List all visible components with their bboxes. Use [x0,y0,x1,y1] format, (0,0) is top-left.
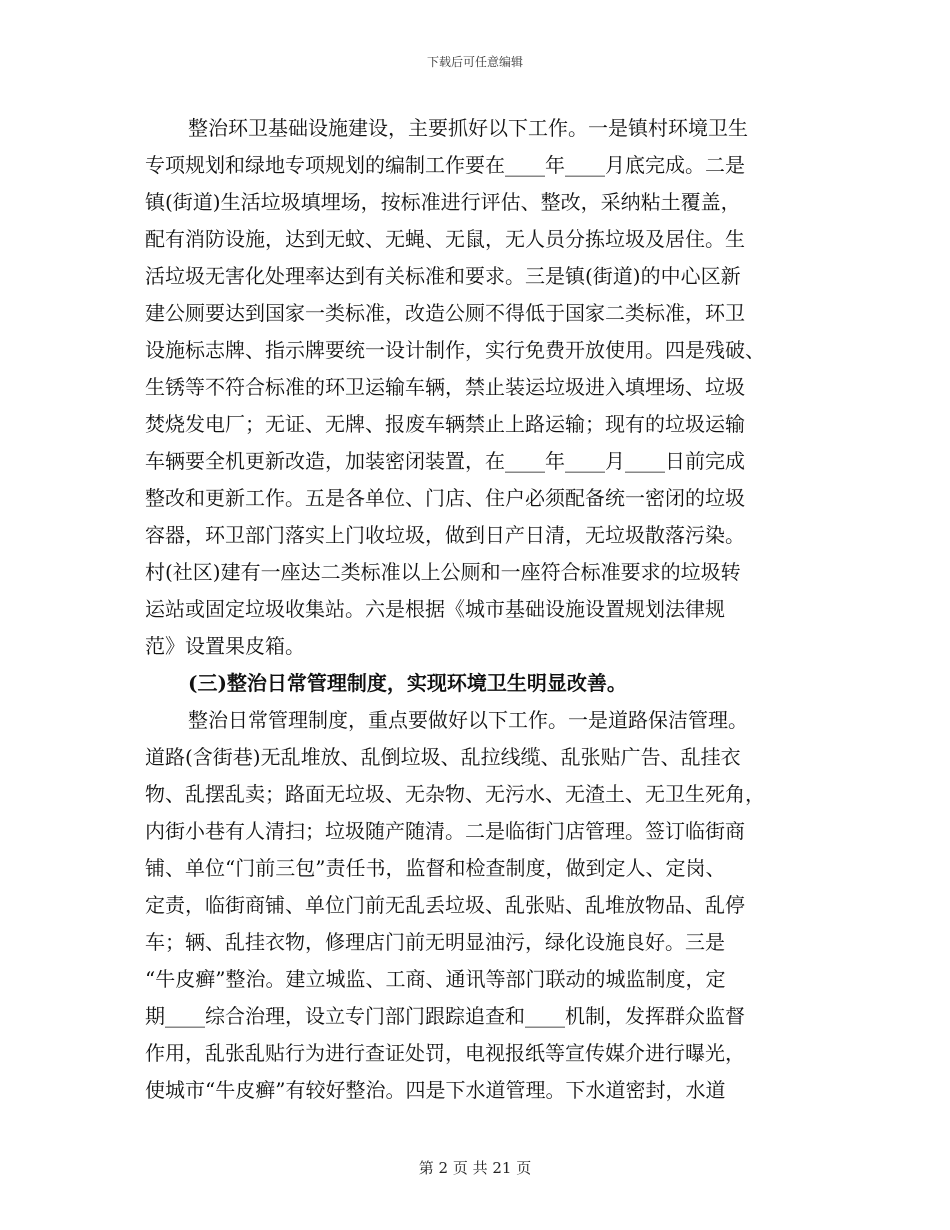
paragraph-line: 配有消防设施，达到无蚊、无蝇、无鼠，无人员分拣垃圾及居住。生 [145,227,745,251]
paragraph-line: 焚烧发电厂；无证、无牌、报废车辆禁止上路运输；现有的垃圾运输 [145,412,745,436]
paragraph-line: 内街小巷有人清扫；垃圾随产随清。二是临街门店管理。签订临街商 [145,819,745,843]
paragraph-line: 车；辆、乱挂衣物，修理店门前无明显油污，绿化设施良好。三是 [145,930,725,954]
paragraph-line: 范》设置果皮箱。 [145,634,305,658]
paragraph-line: 生锈等不符合标准的环卫运输车辆，禁止装运垃圾进入填埋场、垃圾 [145,375,745,399]
paragraph-line: 容器，环卫部门落实上门收垃圾，做到日产日清，无垃圾散落污染。 [145,523,745,547]
paragraph-line: 整治日常管理制度，重点要做好以下工作。一是道路保洁管理。 [188,708,748,732]
paragraph-line: 建公厕要达到国家一类标准，改造公厕不得低于国家二类标准，环卫 [145,301,745,325]
paragraph-line: 使城市“牛皮癣”有较好整治。四是下水道管理。下水道密封，水道 [145,1078,726,1102]
paragraph-line: 运站或固定垃圾收集站。六是根据《城市基础设施设置规划法律规 [145,597,725,621]
paragraph-line: 定责，临街商铺、单位门前无乱丢垃圾、乱张贴、乱堆放物品、乱停 [145,893,745,917]
paragraph-line: 作用，乱张乱贴行为进行查证处罚，电视报纸等宣传媒介进行曝光， [145,1041,745,1065]
paragraph-line: 设施标志牌、指示牌要统一设计制作，实行免费开放使用。四是残破、 [145,338,765,362]
paragraph-line: 道路(含街巷)无乱堆放、乱倒垃圾、乱拉线缆、乱张贴广告、乱挂衣 [145,745,741,769]
page-footer: 第 2 页 共 21 页 [418,1159,532,1177]
paragraph-line: “牛皮癣”整治。建立城监、工商、通讯等部门联动的城监制度，定 [145,967,726,991]
paragraph-line: 村(社区)建有一座达二类标准以上公厕和一座符合标准要求的垃圾转 [145,560,741,584]
paragraph-line: 铺、单位“门前三包”责任书，监督和检查制度，做到定人、定岗、 [145,856,726,880]
paragraph-line: 车辆要全机更新改造，加装密闭装置，在____年____月____日前完成 [145,449,745,473]
paragraph-line: 整改和更新工作。五是各单位、门店、住户必须配备统一密闭的垃圾 [145,486,745,510]
paragraph-line: 活垃圾无害化处理率达到有关标准和要求。三是镇(街道)的中心区新 [145,264,741,288]
paragraph-line: 期____综合治理，设立专门部门跟踪追查和____机制，发挥群众监督 [145,1004,745,1028]
paragraph-line: 镇(街道)生活垃圾填埋场，按标准进行评估、整改，采纳粘土覆盖， [145,190,741,214]
section-heading: (三)整治日常管理制度，实现环境卫生明显改善。 [188,671,627,695]
paragraph-line: 整治环卫基础设施建设，主要抓好以下工作。一是镇村环境卫生 [188,116,748,140]
paragraph-line: 专项规划和绿地专项规划的编制工作要在____年____月底完成。二是 [145,153,745,177]
paragraph-line: 物、乱摆乱卖；路面无垃圾、无杂物、无污水、无渣土、无卫生死角， [145,782,765,806]
page-header: 下载后可任意编辑 [426,55,523,69]
